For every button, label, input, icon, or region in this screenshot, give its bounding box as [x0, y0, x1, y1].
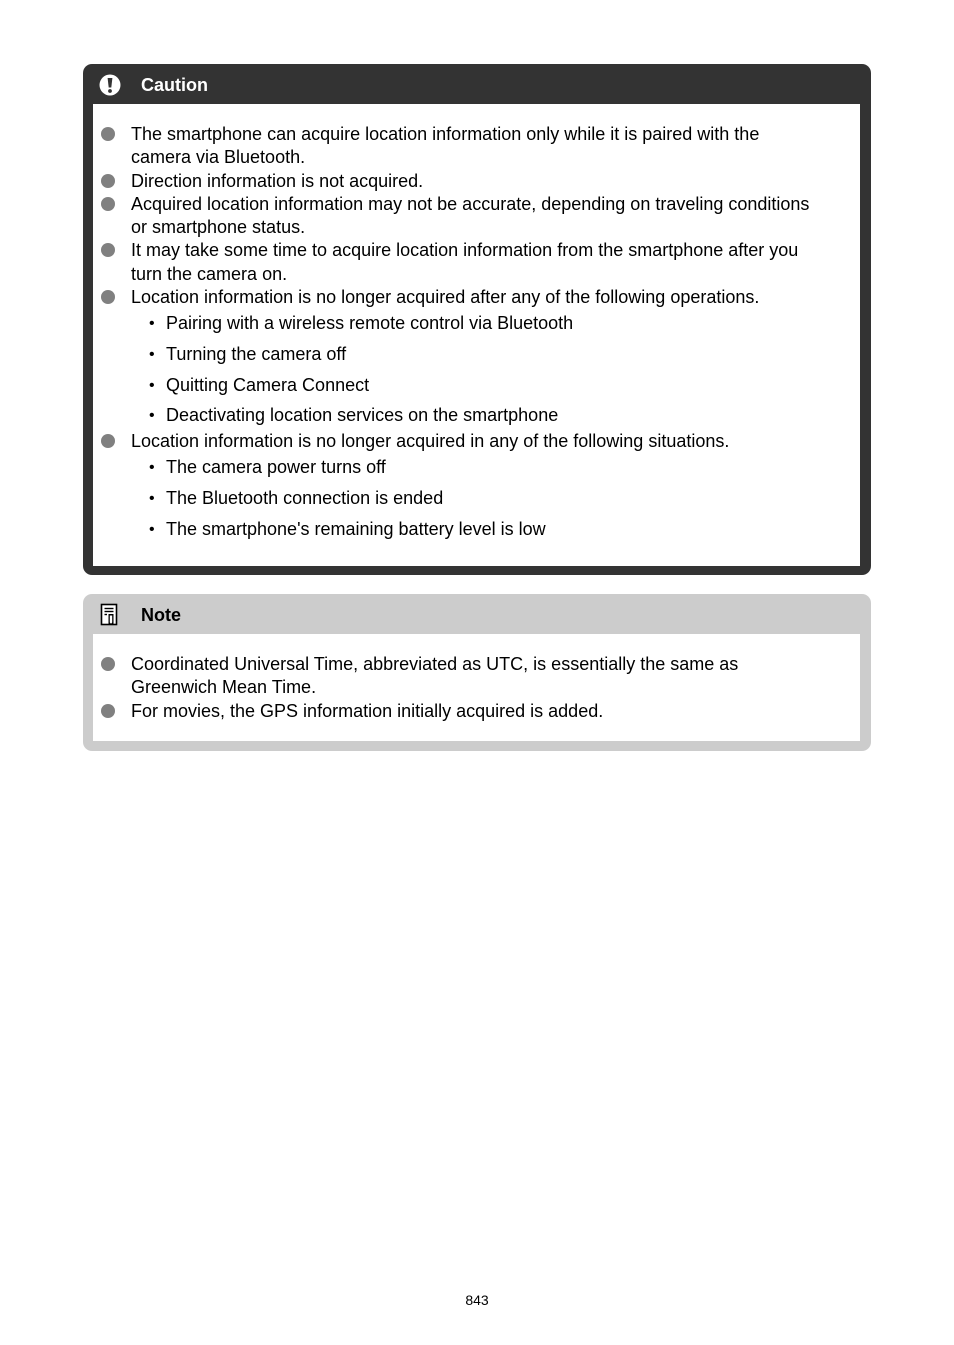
list-item-text: Direction information is not acquired. [131, 170, 424, 191]
note-box [83, 594, 871, 751]
sub-list-item [131, 487, 811, 510]
caution-title: Caution [141, 75, 208, 95]
sub-list-item [131, 374, 811, 397]
bullet-icon [101, 127, 115, 141]
small-bullet-icon: • [149, 376, 155, 394]
memo-icon [99, 603, 121, 627]
caution-box [83, 64, 871, 575]
list-item [93, 653, 811, 700]
bullet-icon [101, 174, 115, 188]
sub-list-item [131, 312, 811, 335]
list-item-text: Acquired location information may not be accurate, depending on traveling conditions or smartphone status. [131, 193, 810, 238]
note-header [83, 594, 871, 634]
caution-header [83, 64, 871, 104]
bullet-icon [101, 243, 115, 257]
list-item [93, 239, 811, 286]
note-list [93, 653, 811, 723]
sub-list-item-text: The Bluetooth connection is ended [166, 488, 444, 509]
small-bullet-icon: • [149, 315, 155, 333]
sub-list-item-text: Pairing with a wireless remote control via Bluetooth [166, 313, 574, 334]
small-bullet-icon: • [149, 407, 155, 425]
list-item-text: Location information is no longer acquired in any of the following situations. [131, 431, 730, 452]
list-item-text: For movies, the GPS information initially acquired is added. [131, 700, 604, 721]
small-bullet-icon: • [149, 459, 155, 477]
sub-list-item [131, 343, 811, 366]
caution-body [93, 104, 860, 566]
list-item [93, 170, 811, 193]
list-item-text: Location information is no longer acquired after any of the following operations. [131, 287, 760, 308]
sub-list-item-text: Turning the camera off [166, 343, 347, 364]
note-title: Note [141, 605, 181, 625]
page-number: 843 [465, 1292, 489, 1308]
sub-list [131, 312, 811, 427]
bullet-icon [101, 290, 115, 304]
list-item [93, 700, 811, 723]
small-bullet-icon: • [149, 520, 155, 538]
list-item [93, 430, 811, 540]
bullet-icon [101, 657, 115, 671]
bullet-icon [101, 197, 115, 211]
sub-list-item [131, 404, 811, 427]
sub-list-item-text: Deactivating location services on the smartphone [166, 405, 559, 426]
list-item-text: Coordinated Universal Time, abbreviated as UTC, is essentially the same as Greenwich Mean Time. [131, 654, 739, 698]
bullet-icon [101, 434, 115, 448]
sub-list [131, 456, 811, 540]
list-item [93, 286, 811, 427]
caution-list [93, 123, 811, 544]
list-item [93, 193, 811, 240]
list-item-text: It may take some time to acquire location information from the smartphone after you turn the camera on. [131, 240, 799, 284]
exclamation-icon [99, 74, 121, 96]
bullet-icon [101, 704, 115, 718]
small-bullet-icon: • [149, 345, 155, 363]
sub-list-item-text: The camera power turns off [166, 457, 386, 478]
note-body [93, 634, 860, 741]
sub-list-item-text: Quitting Camera Connect [166, 374, 370, 395]
small-bullet-icon: • [149, 490, 155, 508]
sub-list-item [131, 518, 811, 541]
list-item [93, 123, 811, 170]
list-item-text: The smartphone can acquire location information only while it is paired with the camera via Bluetooth. [131, 124, 760, 168]
sub-list-item [131, 456, 811, 479]
sub-list-item-text: The smartphone's remaining battery level is low [166, 518, 546, 539]
